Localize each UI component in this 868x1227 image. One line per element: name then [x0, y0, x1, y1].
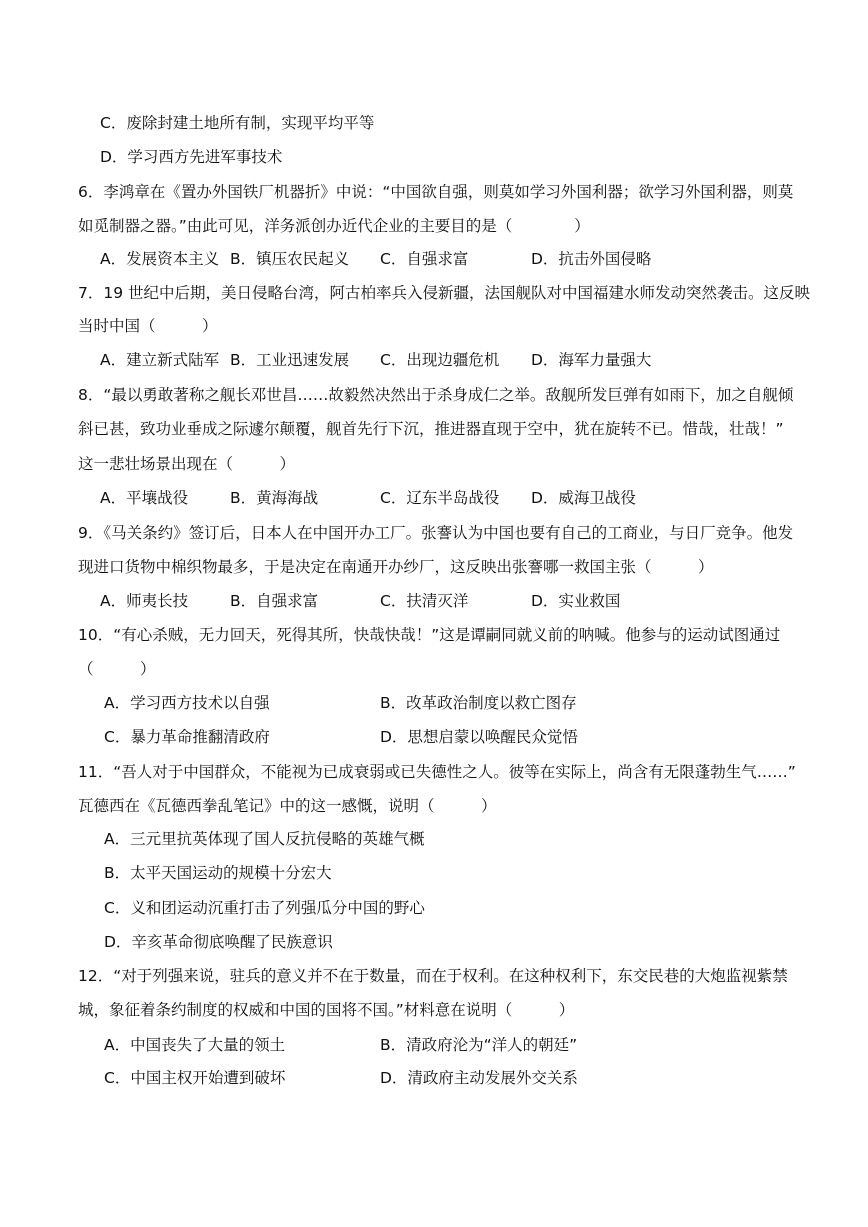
q12-stem-line-2: 城，象征着条约制度的权威和中国的国将不国。”材料意在说明（ ） — [78, 1001, 575, 1019]
q10-stem-line-1: 10．“有心杀贼，无力回天，死得其所，快哉快哉！”这是谭嗣同就义前的呐喊。他参与的运动试图通过 — [78, 626, 781, 644]
q11-option-a: A．三元里抗英体现了国人反抗侵略的英雄气概 — [104, 830, 425, 848]
q10-stem-line-2: （ ） — [78, 660, 156, 678]
q8-option-d: D．威海卫战役 — [531, 489, 636, 507]
q10-option-a: A．学习西方技术以自强 — [104, 694, 270, 712]
q7-stem-line-2: 当时中国（ ） — [78, 317, 218, 335]
q12-option-a: A．中国丧失了大量的领土 — [104, 1036, 286, 1054]
q8-option-a: A．平壤战役 — [100, 489, 189, 507]
q7-option-b: B．工业迅速发展 — [230, 351, 350, 369]
q12-option-c: C．中国主权开始遭到破坏 — [104, 1069, 286, 1087]
q9-option-d: D．实业救国 — [531, 592, 621, 610]
q11-stem-line-2: 瓦德西在《瓦德西拳乱笔记》中的这一感慨，说明（ ） — [78, 797, 497, 815]
q8-stem-line-1: 8．“最以勇敢著称之舰长邓世昌……故毅然决然出于杀身成仁之举。敌舰所发巨弹有如雨下，加之自舰倾 — [78, 386, 794, 404]
q9-option-c: C．扶清灭洋 — [380, 592, 469, 610]
q10-option-b: B．改革政治制度以救亡图存 — [380, 694, 577, 712]
q7-option-a: A．建立新式陆军 — [100, 351, 220, 369]
q7-option-c: C．出现边疆危机 — [380, 351, 500, 369]
q5-option-d: D．学习西方先进军事技术 — [100, 148, 283, 166]
q10-option-d: D．思想启蒙以唤醒民众觉悟 — [380, 728, 578, 746]
q11-option-c: C．义和团运动沉重打击了列强瓜分中国的野心 — [104, 899, 425, 917]
q12-option-b: B．清政府沦为“洋人的朝廷” — [380, 1036, 578, 1054]
q5-option-c: C．废除封建土地所有制，实现平均平等 — [100, 114, 375, 132]
q7-stem-line-1: 7．19 世纪中后期，美日侵略台湾，阿古柏率兵入侵新疆，法国舰队对中国福建水师发动突然袭击。这反映 — [78, 284, 811, 302]
q11-option-d: D．辛亥革命彻底唤醒了民族意识 — [104, 933, 333, 951]
q12-option-d: D．清政府主动发展外交关系 — [380, 1069, 578, 1087]
q6-option-d: D．抗击外国侵略 — [531, 250, 652, 268]
q9-option-a: A．师夷长技 — [100, 592, 189, 610]
q7-option-d: D．海军力量强大 — [531, 351, 652, 369]
q8-option-c: C．辽东半岛战役 — [380, 489, 500, 507]
q8-option-b: B．黄海海战 — [230, 489, 319, 507]
q11-option-b: B．太平天国运动的规模十分宏大 — [104, 864, 332, 882]
q6-option-a: A．发展资本主义 — [100, 250, 220, 268]
q8-stem-line-2: 斜已甚，致功业垂成之际遽尔颠覆，舰首先行下沉，推进器直现于空中，犹在旋转不已。惜哉，壮哉！” — [78, 420, 784, 438]
q6-option-b: B．镇压农民起义 — [230, 250, 350, 268]
q6-stem-line-1: 6．李鸿章在《置办外国铁厂机器折》中说：“中国欲自强，则莫如学习外国利器；欲学习外国利器，则莫 — [78, 183, 794, 201]
q9-option-b: B．自强求富 — [230, 592, 319, 610]
q9-stem-line-1: 9．《马关条约》签订后，日本人在中国开办工厂。张謇认为中国也要有自己的工商业，与日厂竞争。他发 — [78, 524, 794, 542]
q9-stem-line-2: 现进口货物中棉织物最多，于是决定在南通开办纱厂，这反映出张謇哪一救国主张（ ） — [78, 558, 714, 576]
q10-option-c: C．暴力革命推翻清政府 — [104, 728, 270, 746]
q8-stem-line-3: 这一悲壮场景出现在（ ） — [78, 455, 296, 473]
q6-option-c: C．自强求富 — [380, 250, 469, 268]
q6-stem-line-2: 如觅制器之器。”由此可见，洋务派创办近代企业的主要目的是（ ） — [78, 217, 590, 235]
q12-stem-line-1: 12．“对于列强来说，驻兵的意义并不在于数量，而在于权利。在这种权利下，东交民巷的大炮监视紫禁 — [78, 967, 788, 985]
q11-stem-line-1: 11．“吾人对于中国群众，不能视为已成衰弱或已失德性之人。彼等在实际上，尚含有无限蓬勃生气……” — [78, 763, 796, 781]
